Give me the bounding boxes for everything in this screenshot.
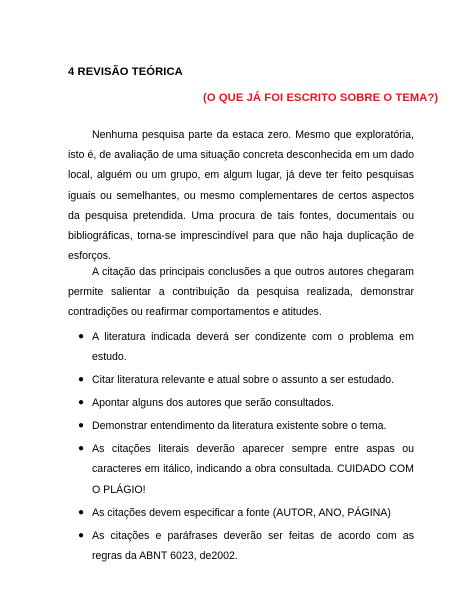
bullet-item xyxy=(68,327,414,367)
bullet-item xyxy=(68,393,414,413)
bullet-item xyxy=(68,370,414,390)
section-subheading: (O QUE JÁ FOI ESCRITO SOBRE O TEMA?) xyxy=(203,92,439,104)
bullet-text: A literatura indicada deverá ser condizente com o problema em estudo. xyxy=(92,331,414,364)
bullet-icon: ● xyxy=(78,506,85,518)
bullet-icon: ● xyxy=(78,397,85,409)
section-heading: 4 REVISÃO TEÓRICA xyxy=(68,66,183,78)
bullet-list xyxy=(68,327,414,569)
bullet-icon: ● xyxy=(78,331,85,342)
bullet-text: As citações literais deverão aparecer sempre entre aspas ou caracteres em itálico, indicando a obra consultada. CUIDADO COM O PLÁGIO! xyxy=(92,443,414,496)
bullet-icon: ● xyxy=(78,443,85,455)
bullet-item xyxy=(68,503,414,523)
bullet-text: As citações devem especificar a fonte (AUTOR, ANO, PÁGINA) xyxy=(92,506,391,519)
bullet-item xyxy=(68,526,414,566)
bullet-text: As citações e paráfrases deverão ser feitas de acordo com as regras da ABNT 6023, de2002. xyxy=(92,529,414,562)
paragraph-1: Nenhuma pesquisa parte da estaca zero. Mesmo que exploratória, isto é, de avaliação de uma situação concreta desconhecida em um dado local, alguém ou um grupo, em algum lugar, já deve ter feito pesquisas iguais ou semelhantes, ou mesmo complementares de certos aspectos da pesquisa pretendida. Uma procura de tais fontes, documentais ou bibliográficas, torna-se imprescindível para que não haja duplicação de esforços. xyxy=(68,129,414,263)
bullet-item xyxy=(68,416,414,436)
bullet-icon: ● xyxy=(78,529,85,541)
bullet-item xyxy=(68,439,414,500)
bullet-text: Apontar alguns dos autores que serão consultados. xyxy=(92,397,335,410)
bullet-icon: ● xyxy=(78,420,85,432)
bullet-text: Demonstrar entendimento da literatura existente sobre o tema. xyxy=(92,420,387,433)
paragraph-2: A citação das principais conclusões a que outros autores chegaram permite salientar a contribuição da pesquisa realizada, demonstrar contradições ou reafirmar comportamentos e atitudes. xyxy=(68,266,414,319)
bullet-icon: ● xyxy=(78,374,85,386)
bullet-text: Citar literatura relevante e atual sobre o assunto a ser estudado. xyxy=(92,374,395,387)
